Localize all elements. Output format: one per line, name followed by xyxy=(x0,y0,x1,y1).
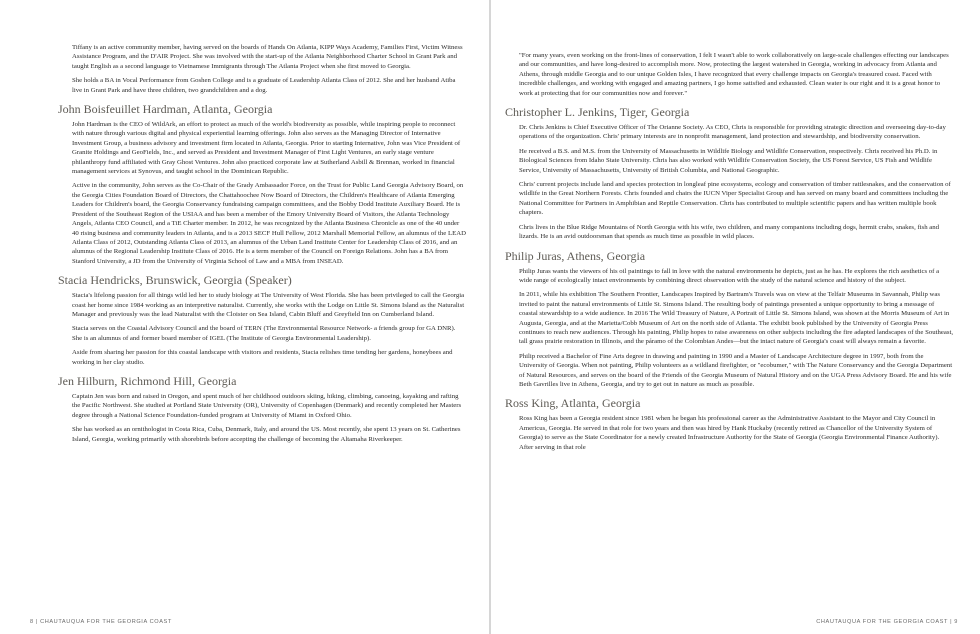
bio-section-hendricks xyxy=(58,273,467,367)
bio-heading: Christopher L. Jenkins, Tiger, Georgia xyxy=(505,105,690,120)
paragraph: Philip Juras wants the viewers of his oil paintings to fall in love with the natural environments he depicts, just as he has. He explores the rich aesthetics of a wide range of ecologically intact environments by combining direct observation with the study of the natural science and history of the subject. xyxy=(519,267,940,284)
paragraph: In 2011, while his exhibition The Southern Frontier, Landscapes Inspired by Bartram's Travels was on view at the Telfair Museums in Savannah, Philip was invited to paint the natural environments of Little St. Simons Island. The resulting body of paintings presented a unique opportunity to bring a message of coastal stewardship to a wide audience. In 2016 The Wild Treasury of Nature, A Portrait of Little St. Simons Island, was shown at the Morris Museum of Art in Augusta, Georgia, and at the Marietta/Cobb Museum of Art on the north side of Atlanta. The exhibit book published by the University of Georgia Press continues to reach new audiences. Through his painting, Philip hopes to raise awareness on other subjects including the fire adapted landscapes of the Southeast, tall grass prairie restoration in Illinois, and the páramo of the Colombian Andes—but the intact nature of Georgia's coast will always remain a favorite. xyxy=(519,291,954,346)
paragraph: Chris' current projects include land and species protection in longleaf pine ecosystems, ecology and conservation of timber rattlesnakes, and the conservation of wildlife in the Great Northern Forests. Chris founded and chairs the IUCN Viper Specialist Group and has served on many board and committees including the National Committee for Partners in Amphibian and Reptile Conservation. Chris has contributed to multiple scientific papers and has written multiple book chapters. xyxy=(519,181,951,217)
quote-paragraph: "For many years, even working on the front-lines of conservation, I felt I wasn't able to work collaboratively on large-scale challenges effecting our landscapes and our communities, and have long-desired to accomplish more. Now, protecting the largest watershed in Georgia, working in advocacy from Atlanta and Athens, through middle Georgia and to our unique Golden Isles, I have recognized that every challenge impacts on Georgia's treasured coast. Faced with incredible challenges, and working with engaged and amazing partners, I go home satisfied and exhausted. Clean water is our right and it is a great honor to work at protecting that for our communities now and forever." xyxy=(519,52,949,97)
paragraph: Aside from sharing her passion for this coastal landscape with visitors and residents, Stacia relishes time tending her gardens, honeybees and working in her clay studio. xyxy=(72,349,453,366)
page-footer-left: 8 | CHAUTAUQUA FOR THE GEORGIA COAST xyxy=(30,619,172,625)
paragraph: She holds a BA in Vocal Performance from Goshen College and is a graduate of Leadership Atlanta Class of 2012. She and her husband Atiba live in Grant Park and have three children, two grandchildren and a dog. xyxy=(72,77,456,94)
paragraph: Tiffany is an active community member, having served on the boards of Hands On Atlanta, KIPP Ways Academy, Families First, Victim Witness Assistance Program, and the D'AIR Project. She was involved with the start-up of the Atlanta Neighborhood Charter School in Grant Park and taught English as a second language to Vietnamese Immigrants through The Atlanta Project when she first moved to Georgia. xyxy=(72,44,463,70)
paragraph: Chris lives in the Blue Ridge Mountains of North Georgia with his wife, two children, and many companions including dogs, hermit crabs, snakes, fish and lizards. He is an avid outdoorsman that spends as much time as possible in wild places. xyxy=(519,223,939,241)
paragraph: He received a B.S. and M.S. from the University of Massachusetts in Wildlife Biology and Wildlife Conservation, respectively. Chris received his Ph.D. in Biological Sciences from Idaho State University. Chris has also worked with Wildlife Conservation Society, the US Forest Service, US Fish and Wildlife Service, University of Massachusetts, University of British Columbia, and National Geographic. xyxy=(519,147,938,174)
bio-heading: Jen Hilburn, Richmond Hill, Georgia xyxy=(58,373,237,388)
bio-heading: John Boisfeuillet Hardman, Atlanta, Georgia xyxy=(58,102,273,117)
paragraph: She has worked as an ornithologist in Costa Rica, Cuba, Denmark, Italy, and around the US. Most recently, she spent 13 years on St. Catherines Island, Georgia, working primarily with shorebirds before accepting the challenge of becoming the Altamaha Riverkeeper. xyxy=(72,426,461,443)
paragraph: Stacia serves on the Coastal Advisory Council and the board of TERN (The Environmental Resource Network- a friends group for GA DNR). She is an alumnus of and former board member of IGEL (The Institute of Georgia Environmental Leadership). xyxy=(72,325,456,342)
bio-section-juras xyxy=(505,248,954,390)
page-footer-right: CHAUTAUQUA FOR THE GEORGIA COAST | 9 xyxy=(816,619,958,625)
bio-section-hilburn xyxy=(58,373,467,444)
left-intro xyxy=(72,43,467,95)
bio-heading: Stacia Hendricks, Brunswick, Georgia (Speaker) xyxy=(58,273,292,288)
bio-section-jenkins xyxy=(505,105,953,241)
paragraph: Ross King has been a Georgia resident since 1981 when he began his professional career as the Administrative Assistant to the Mayor and City Council in Americus, Georgia. He served in that role for two years and then was hired by Hank Huckaby (recently retired as Chancellor of the University System of Georgia) to serve as the State Coordinator for a newly created Infrastructure Authority for the State of Georgia (Georgia Environmental Finance Authority). After serving in that role xyxy=(519,415,940,451)
right-intro xyxy=(519,51,953,98)
paragraph: Captain Jen was born and raised in Oregon, and spent much of her childhood outdoors skiing, hiking, climbing, canoeing, kayaking and rafting the Pacific Northwest. She studied at Portland State University (OR), University of Copenhagen (Denmark) and recently completed her Masters degree through a National Science Foundation-funded program at University of Miami in Oxford Ohio. xyxy=(72,392,462,419)
paragraph: Philip received a Bachelor of Fine Arts degree in drawing and painting in 1990 and a Master of Landscape Architecture degree in 1997, both from the University of Georgia. When not painting, Philip volunteers as a wildland firefighter, or "ecobumer," with The Nature Conservancy and the Georgia Department of Natural Resources, and serves on the board of the Friends of the Georgia Museum of Natural History and on the UGA Press Advisory Board. He and his wife Beth Gavrilles live in Athens, Georgia, and try to get out in nature as much as possible. xyxy=(519,352,953,388)
paragraph: John Hardman is the CEO of WildArk, an effort to protect as much of the world's biodiversity as possible, while inspiring people to reconnect with nature through various digital and physical experiential learning offerings. John also serves as the Managing Director of Internative Investment Group, a business advisory and investment firm located in Atlanta, Georgia. Prior to starting Internative, John was Vice President of Granite Holdings and GeoFields, Inc., and served as President and Investment Manager of First Light Ventures, an early stage venture philanthropy fund affiliated with Gray Ghost Ventures. John also practiced corporate law at Sutherland Asbill & Brennan, worked in financial management services at Synovus, and taught school in the Dominican Republic. xyxy=(72,121,461,176)
left-page xyxy=(0,0,489,634)
paragraph: Active in the community, John serves as the Co-Chair of the Grady Ambassador Force, on the Trust for Public Land Georgia Advisory Board, on the Georgia Cities Foundation Board of Directors, the Chattahoochee Now Board of Directors, the Children's Healthcare of Atlanta Emerging Leaders for Children's board, the Georgia Conservancy fundraising campaign committees, and the Bobby Dodd Institute Auxiliary Board. He is President of the Southeast Region of the USIAA and has been a member of the Emory University Board of Visitors, the Atlanta Technology Angels, Atlanta CEO Council, and a TiE Charter member. In 2012, he was recognized by the Atlanta Business Chronicle as one of the 40 under 40 rising business and community leaders in Atlanta, and is a 2013 SECF Hull Fellow, 2012 Marshall Memorial Fellow, an alumnus of the LEAD Atlanta Class of 2012, Outstanding Atlanta Class of 2013, an alumnus of the Urban Land Institute Center for Leadership Class of 2016, and an alumnus of the Regional Leadership Institute Class of 2016. He is a term member of the Council on Foreign Relations. John has a BA from Stanford University, a JD from the University of Virginia School of Law and a MBA from INSEAD. xyxy=(72,182,466,265)
paragraph: Dr. Chris Jenkins is Chief Executive Officer of The Orianne Society. As CEO, Chris is responsible for providing strategic direction and overseeing day-to-day operations of the organization. Chris' primary interests are in nonprofit management, land protection and stewardship, and biodiversity conservation. xyxy=(519,124,946,141)
bio-section-hardman xyxy=(58,102,467,266)
bio-heading: Philip Juras, Athens, Georgia xyxy=(505,248,646,263)
bio-section-king xyxy=(505,396,953,452)
paragraph: Stacia's lifelong passion for all things wild led her to study biology at The University of West Florida. She has been privileged to call the Georgia coast her home since 1984 working as an interpretive naturalist. Currently, she works with the Lodge on Little St. Simons Island as the Naturalist Manager and previously was the lead Naturalist with the Cloister on Sea Island, Cabin Bluff and Greyfield Inn on Cumberland Island. xyxy=(72,292,465,318)
right-page xyxy=(491,0,980,634)
bio-heading: Ross King, Atlanta, Georgia xyxy=(505,396,641,411)
